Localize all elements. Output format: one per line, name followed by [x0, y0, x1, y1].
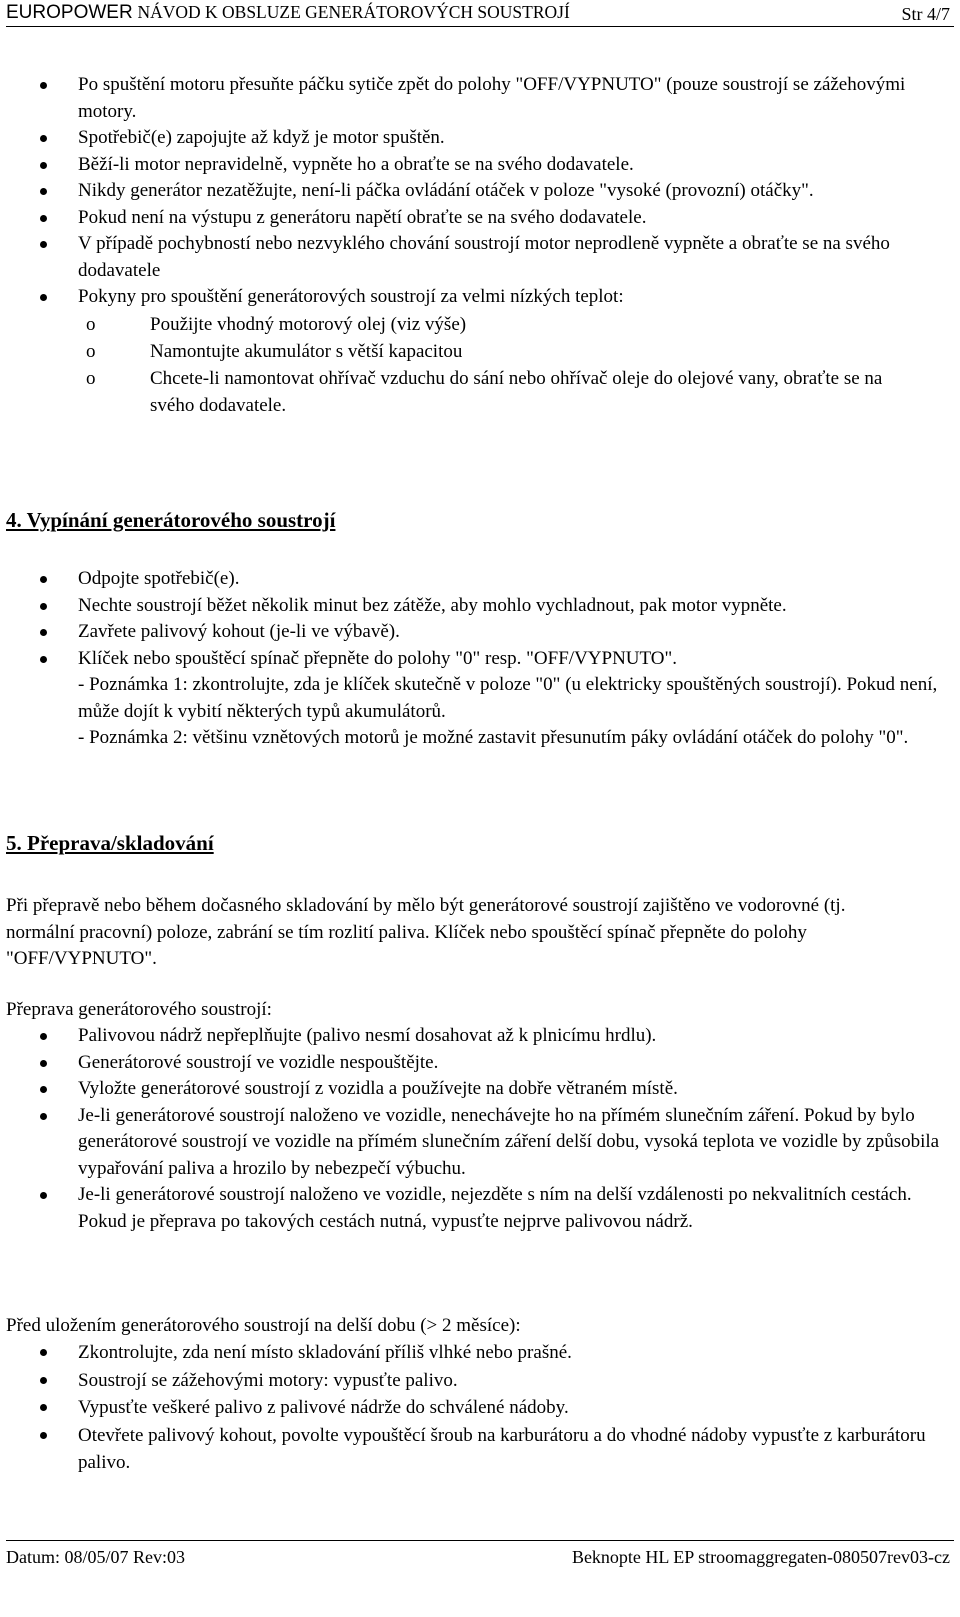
list-item: [0, 284, 960, 419]
footer-doc-id: Beknopte HL EP stroomaggregaten-080507rev03-cz: [571, 1547, 950, 1567]
start-instructions: [0, 72, 960, 419]
storage-list: [0, 1339, 960, 1477]
start-list: [0, 72, 960, 419]
list-item: Nechte soustrojí běžet několik minut bez zátěže, aby mohlo vychladnout, pak motor vypněte.: [0, 593, 960, 620]
list-item: Je-li generátorové soustrojí naloženo ve vozidle, nejezděte s ním na delší vzdálenosti po nekvalitních cestách. Pokud je přeprava po takových cestách nutná, vypusťte nejprve palivovou nádrž.: [0, 1182, 960, 1235]
list-item: Po spuštění motoru přesuňte páčku sytiče zpět do polohy "OFF/VYPNUTO" (pouze soustrojí se zážehovými motory.: [0, 72, 960, 125]
list-item: Nikdy generátor nezatěžujte, není-li páčka ovládání otáček v poloze "vysoké (provozní) otáčky".: [0, 178, 960, 205]
transport-intro: Při přepravě nebo během dočasného skladování by mělo být generátorové soustrojí zajištěno ve vodorovné (tj. normální pracovní) poloze, zabrání se tím rozlití paliva. Klíček nebo spouštěcí spínač přepněte do polohy "OFF/VYPNUTO".: [6, 895, 846, 969]
transport-list: [0, 1023, 960, 1235]
list-item: Zkontrolujte, zda není místo skladování příliš vlhké nebo prašné.: [0, 1339, 960, 1367]
sub-list-item: o Chcete-li namontovat ohřívač vzduchu do sání nebo ohřívač oleje do olejové vany, obraťte se na svého dodavatele.: [78, 365, 940, 419]
transport-heading: Přeprava generátorového soustrojí:: [6, 999, 272, 1020]
storage-instructions: [0, 1339, 960, 1477]
list-item: Je-li generátorové soustrojí naloženo ve vozidle, nenechávejte ho na přímém slunečním záření. Pokud by bylo generátorové soustrojí ve vozidle na přímém slunečním záření delší dobu, vysoká teplota ve vozidle by způsobila vypařování paliva a hrozilo by nebezpečí výbuchu.: [0, 1103, 960, 1183]
list-item: Zavřete palivový kohout (je-li ve výbavě).: [0, 619, 960, 646]
list-item: Běží-li motor nepravidelně, vypněte ho a obraťte se na svého dodavatele.: [0, 152, 960, 179]
sub-list-item: o Použijte vhodný motorový olej (viz výše): [78, 311, 940, 338]
page-header: [6, 0, 954, 27]
list-item: Klíček nebo spouštěcí spínač přepněte do polohy "0" resp. "OFF/VYPNUTO".: [0, 646, 960, 673]
list-item: Vyložte generátorové soustrojí z vozidla a používejte na dobře větraném místě.: [0, 1076, 960, 1103]
page-number: Str 4/7: [901, 4, 950, 24]
header-title: NÁVOD K OBSLUZE GENERÁTOROVÝCH SOUSTROJÍ: [137, 2, 570, 22]
list-item: Spotřebič(e) zapojujte až když je motor spuštěn.: [0, 125, 960, 152]
section-5-title: 5. Přeprava/skladování: [6, 831, 214, 855]
list-item: Odpojte spotřebič(e).: [0, 566, 960, 593]
list-item: Generátorové soustrojí ve vozidle nespouštějte.: [0, 1050, 960, 1077]
list-item: Vypusťte veškeré palivo z palivové nádrže do schválené nádoby.: [0, 1394, 960, 1422]
storage-heading: Před uložením generátorového soustrojí na delší dobu (> 2 měsíce):: [6, 1315, 521, 1336]
header-brand: EUROPOWER: [6, 2, 133, 23]
header-title-group: [6, 2, 570, 24]
list-item: Pokud není na výstupu z generátoru napětí obraťte se na svého dodavatele.: [0, 205, 960, 232]
shutdown-list: [0, 566, 960, 672]
page-footer: [6, 1540, 954, 1571]
list-item: Soustrojí se zážehovými motory: vypusťte palivo.: [0, 1367, 960, 1395]
list-item: Otevřete palivový kohout, povolte vypouštěcí šroub na karburátoru a do vhodné nádoby vypusťte z karburátoru palivo.: [0, 1422, 960, 1477]
shutdown-instructions: [0, 566, 960, 752]
footer-date: Datum: 08/05/07 Rev:03: [6, 1547, 185, 1567]
section-4-title: 4. Vypínání generátorového soustrojí: [6, 508, 336, 532]
sub-list-item: o Namontujte akumulátor s větší kapacitou: [78, 338, 940, 365]
cold-start-heading: Pokyny pro spouštění generátorových soustrojí za velmi nízkých teplot:: [78, 286, 624, 307]
note-1: - Poznámka 1: zkontrolujte, zda je klíček skutečně v poloze "0" (u elektricky spouštěných soustrojí). Pokud není, může dojít k vybití některých typů akumulátorů.: [78, 674, 938, 722]
list-item: Palivovou nádrž nepřeplňujte (palivo nesmí dosahovat až k plnicímu hrdlu).: [0, 1023, 960, 1050]
note-2: - Poznámka 2: většinu vznětových motorů je možné zastavit přesunutím páky ovládání otáček do polohy "0".: [78, 727, 909, 748]
list-item: V případě pochybností nebo nezvyklého chování soustrojí motor neprodleně vypněte a obraťte se na svého dodavatele: [0, 231, 960, 284]
cold-start-list: [78, 311, 940, 419]
transport-instructions: [0, 1023, 960, 1235]
